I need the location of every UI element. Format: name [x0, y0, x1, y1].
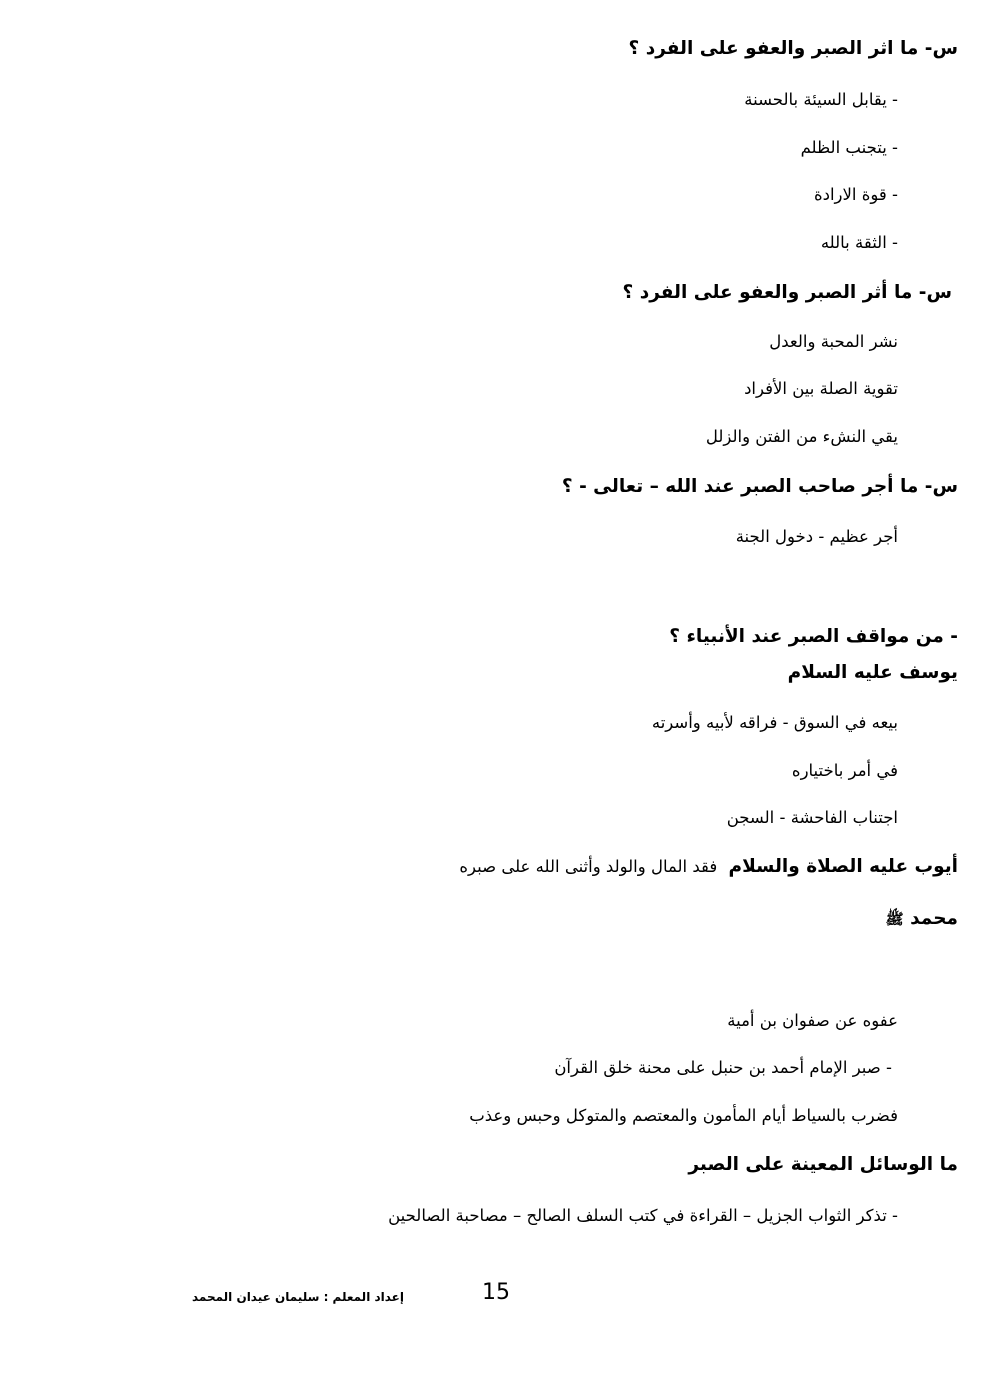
answer-item: - يتجنب الظلم [800, 138, 898, 157]
prophet-title-yusuf: يوسف عليه السلام [787, 662, 958, 683]
answer-item: - صبر الإمام أحمد بن حنبل على محنة خلق القرآن [554, 1058, 892, 1077]
answer-item: اجتناب الفاحشة - السجن [726, 808, 898, 827]
answer-item: - الثقة بالله [820, 233, 898, 252]
page-number: 15 [482, 1280, 510, 1305]
answer-item: - يقابل السيئة بالحسنة [744, 90, 898, 109]
answer-item: أجر عظيم - دخول الجنة [735, 527, 898, 546]
answer-item: - تذكر الثواب الجزيل – القراءة في كتب السلف الصالح – مصاحبة الصالحين [388, 1206, 898, 1225]
prophet-title-muhammad [886, 910, 958, 929]
section-heading: - من مواقف الصبر عند الأنبياء ؟ [669, 626, 958, 647]
answer-item: - قوة الارادة [813, 185, 898, 204]
answer-item: عفوه عن صفوان بن أمية [727, 1011, 898, 1030]
answer-item: يقي النشء من الفتن والزلل [705, 427, 898, 446]
answer-item: في أمر باختياره [791, 761, 898, 780]
footer-author: إعداد المعلم : سليمان عيدان المحمد [191, 1290, 404, 1304]
answer-item: فضرب بالسياط أيام المأمون والمعتصم والمتوكل وحبس وعذب [469, 1106, 898, 1125]
answer-item: نشر المحبة والعدل [769, 332, 898, 351]
section-heading: ما الوسائل المعينة على الصبر [688, 1154, 958, 1175]
answer-item: تقوية الصلة بين الأفراد [744, 379, 898, 398]
prophet-text-ayyub: فقد المال والولد وأثنى الله على صبره [459, 857, 718, 876]
question-heading: س- ما أثر الصبر والعفو على الفرد ؟ [622, 282, 952, 303]
prophet-line-ayyub [459, 858, 958, 877]
question-heading: س- ما أجر صاحب الصبر عند الله – تعالى - ؟ [561, 476, 958, 497]
answer-item: بيعه في السوق - فراقه لأبيه وأسرته [651, 713, 898, 732]
salawat-symbol: ﷺ [885, 910, 904, 928]
prophet-name-muhammad: محمد [910, 908, 958, 929]
question-heading: س- ما اثر الصبر والعفو على الفرد ؟ [628, 38, 958, 59]
prophet-title-ayyub: أيوب عليه الصلاة والسلام [728, 856, 958, 877]
